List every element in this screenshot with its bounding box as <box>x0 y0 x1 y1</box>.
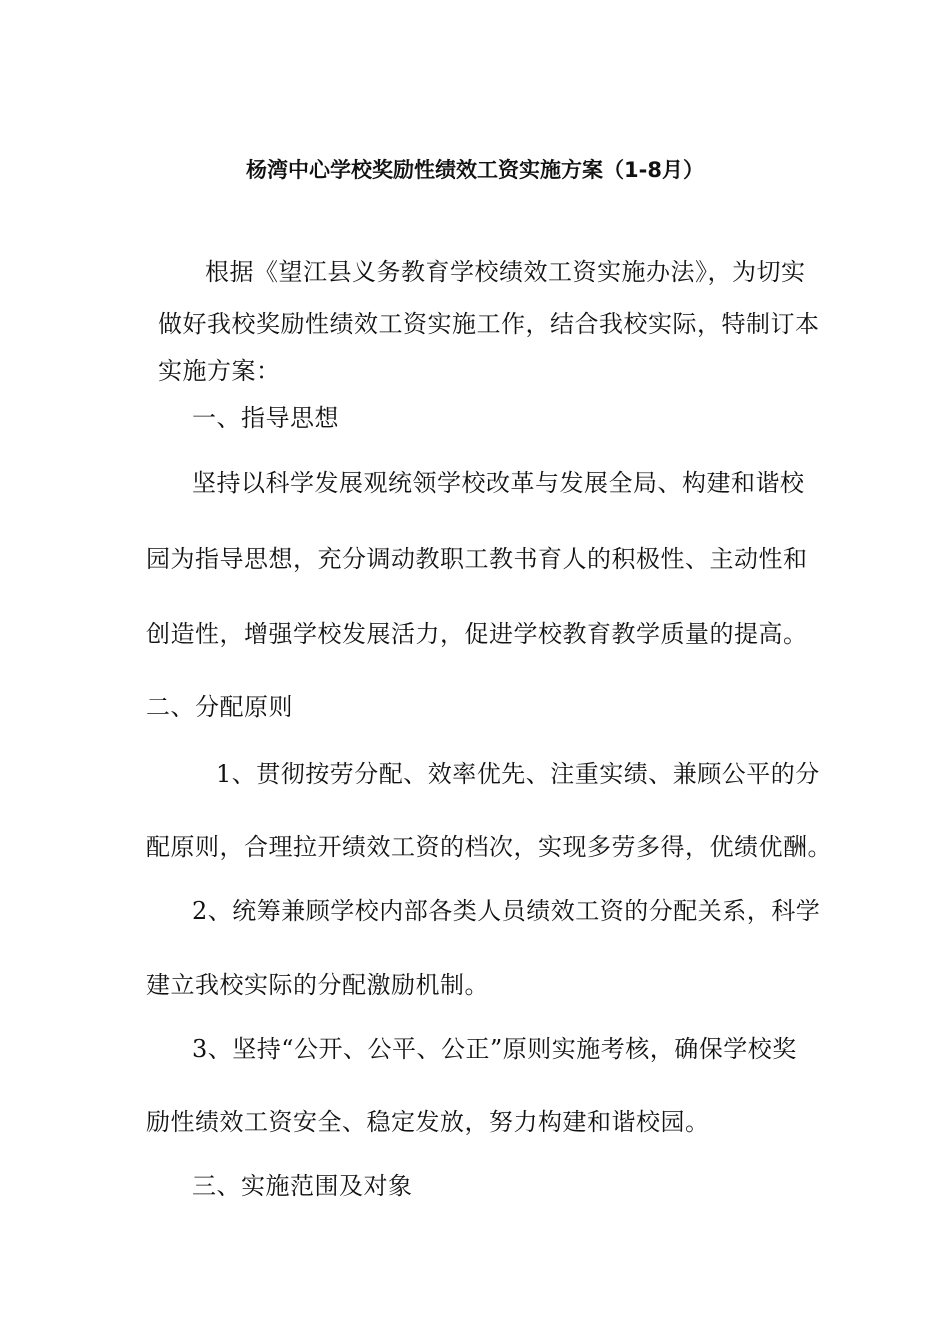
section2-item2-line-2: 建立我校实际的分配激励机制。 <box>146 971 489 999</box>
section1-line-3: 创造性，增强学校发展活力，促进学校教育教学质量的提高。 <box>146 620 808 648</box>
section2-item2-line-1: 2、统筹兼顾学校内部各类人员绩效工资的分配关系，科学 <box>192 897 821 925</box>
intro-line-2: 做好我校奖励性绩效工资实施工作，结合我校实际，特制订本 <box>158 310 820 338</box>
section-heading-3: 三、实施范围及对象 <box>192 1172 413 1200</box>
section-heading-2: 二、分配原则 <box>146 693 293 721</box>
section2-item1-line-2: 配原则，合理拉开绩效工资的档次，实现多劳多得，优绩优酬。 <box>146 833 832 861</box>
section1-line-1: 坚持以科学发展观统领学校改革与发展全局、构建和谐校 <box>192 469 805 497</box>
section2-item1-line-1: 1、贯彻按劳分配、效率优先、注重实绩、兼顾公平的分 <box>216 760 820 788</box>
document-title: 杨湾中心学校奖励性绩效工资实施方案（1-8月） <box>246 158 704 182</box>
intro-line-3: 实施方案： <box>158 357 281 385</box>
section-heading-1: 一、指导思想 <box>192 404 339 432</box>
section1-line-2: 园为指导思想，充分调动教职工教书育人的积极性、主动性和 <box>146 545 808 573</box>
intro-line-1: 根据《望江县义务教育学校绩效工资实施办法》，为切实 <box>205 258 806 286</box>
section2-item3-line-2: 励性绩效工资安全、稳定发放，努力构建和谐校园。 <box>146 1108 710 1136</box>
section2-item3-line-1: 3、坚持“公开、公平、公正”原则实施考核，确保学校奖 <box>192 1035 797 1063</box>
